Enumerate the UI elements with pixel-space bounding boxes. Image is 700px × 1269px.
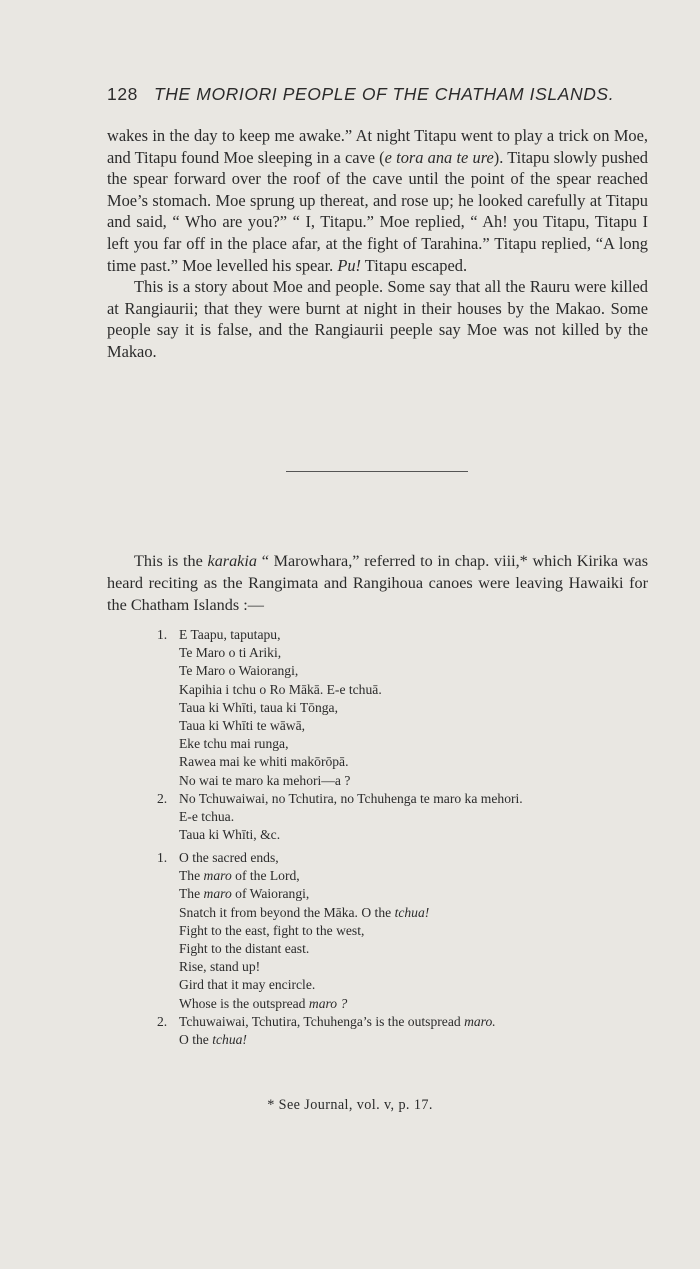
poem-line: Whose is the outspread maro ? <box>179 995 348 1011</box>
verse-number: 2. <box>157 1013 168 1029</box>
running-title: THE MORIORI PEOPLE OF THE CHATHAM ISLANDS. <box>154 84 615 104</box>
footnote: * See Journal, vol. v, p. 17. <box>267 1097 433 1113</box>
poem-line: E Taapu, taputapu, <box>179 627 281 642</box>
section-divider <box>286 471 468 472</box>
poem-line: The maro of the Lord, <box>179 868 300 884</box>
running-header <box>107 84 615 105</box>
poem-line: Fight to the east, fight to the west, <box>179 922 365 938</box>
poem-line: Rawea mai ke whiti makōrōpā. <box>179 754 349 770</box>
poem-line: Fight to the distant east. <box>179 941 310 957</box>
story-text <box>107 125 648 363</box>
poem-line: Taua ki Whīti, &c. <box>179 827 281 843</box>
story-paragraph-1: wakes in the day to keep me awake.” At night Titapu went to play a trick on Moe, and Titapu found Moe sleeping in a cave (e tora ana te ure). Titapu slowly pushed the spear forward over the roof of the cave until the point of the spear reached Moe’s stomach. Moe sprung up thereat, and rose up; he looked carefully at Titapu and said, “ Who are you?” “ I, Titapu.” Moe replied, “ Ah! you Titapu, Titapu I left you far off in the place afar, at the fight of Tarahina.” Titapu replied, “A long time past.” Moe levelled his spear. Pu! Titapu escaped. <box>107 126 648 275</box>
verse-number: 2. <box>157 790 168 806</box>
poem-line: Taua ki Whīti, taua ki Tōnga, <box>179 699 338 715</box>
poem-line: Eke tchu mai runga, <box>179 736 289 752</box>
karakia-english-translation <box>157 849 637 1049</box>
karakia-moriori-text <box>157 626 637 844</box>
verse-1 <box>157 849 637 1013</box>
intro-paragraph: This is the karakia “ Marowhara,” referred to in chap. viii,* which Kirika was heard reciting as the Rangimata and Rangihoua canoes were leaving Hawaiki for the Chatham Islands :— <box>107 552 648 614</box>
story-paragraph-2: This is a story about Moe and people. Some say that all the Rauru were killed at Rangiaurii; that they were burnt at night in their houses by the Makao. Some people say it is false, and the Rangiaurii peeple say Moe was not killed by the Makao. <box>107 277 648 361</box>
poem-line: No wai te maro ka mehori—a ? <box>179 772 351 788</box>
verse-1 <box>157 626 637 790</box>
poem-line: Snatch it from beyond the Māka. O the tchua! <box>179 904 430 920</box>
poem-line: Tchuwaiwai, Tchutira, Tchuhenga’s is the outspread maro. <box>179 1013 496 1029</box>
poem-line: Te Maro o Waiorangi, <box>179 663 299 679</box>
poem-line: Kapihia i tchu o Ro Mākā. E-e tchuā. <box>179 681 382 697</box>
verse-2 <box>157 1013 637 1049</box>
page-number: 128 <box>107 84 138 104</box>
verse-2 <box>157 790 637 845</box>
poem-line: E-e tchua. <box>179 809 235 825</box>
poem-line: Gird that it may encircle. <box>179 977 316 993</box>
poem-line: No Tchuwaiwai, no Tchutira, no Tchuhenga te maro ka mehori. <box>179 790 523 806</box>
karakia-intro <box>107 551 648 616</box>
poem-line: Taua ki Whīti te wāwā, <box>179 718 306 734</box>
verse-number: 1. <box>157 850 168 865</box>
poem-line: Te Maro o ti Ariki, <box>179 645 282 661</box>
poem-line: The maro of Waiorangi, <box>179 886 310 902</box>
poem-line: O the tchua! <box>179 1032 247 1048</box>
poem-line: Rise, stand up! <box>179 959 261 975</box>
poem-line: O the sacred ends, <box>179 850 279 865</box>
verse-number: 1. <box>157 627 168 642</box>
